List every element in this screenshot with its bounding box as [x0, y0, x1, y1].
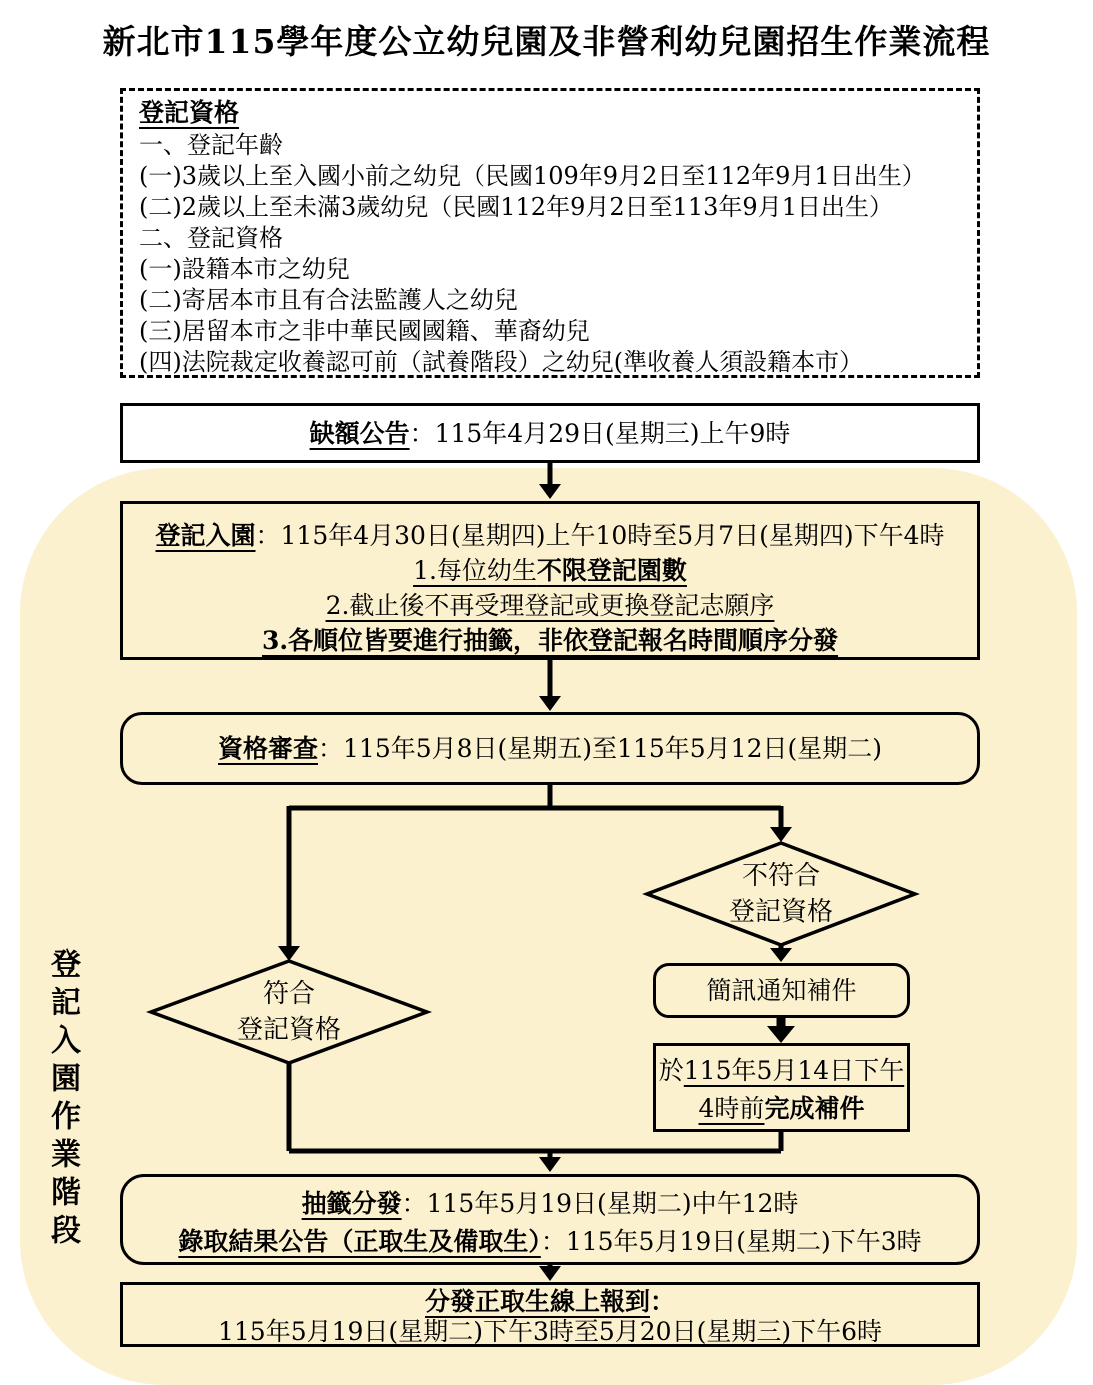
eligibility-line: 一、登記年齡: [139, 131, 283, 159]
lottery-text: ：115年5月19日(星期二)中午12時: [401, 1189, 799, 1218]
eligibility-heading: 登記資格: [139, 98, 240, 127]
diamond-not-qualified-label: 不符合 登記資格: [728, 861, 833, 927]
registration-note1: 1.每位幼生不限登記園數: [413, 556, 687, 585]
eligibility-line: (三)居留本市之非中華民國國籍、華裔幼兒: [139, 317, 590, 345]
lottery-label: 抽籤分發: [301, 1189, 402, 1218]
checkin-label: 分發正取生線上報到: [424, 1287, 650, 1316]
arrow-vacancy-to-registration: [539, 463, 561, 499]
supplement-prefix: 於: [658, 1056, 684, 1085]
vacancy-text: ：115年4月29日(星期三)上午9時: [409, 419, 791, 448]
page-title: 新北市115學年度公立幼兒園及非營利幼兒園招生作業流程: [102, 22, 991, 61]
review-text: ：115年5月8日(星期五)至115年5月12日(星期二): [318, 734, 882, 763]
sms-notify-box: [653, 963, 910, 1018]
registration-note3: 3.各順位皆要進行抽籤，非依登記報名時間順序分發: [261, 626, 839, 655]
result-label: 錄取結果公告（正取生及備取生）: [178, 1227, 541, 1256]
result-text: ：115年5月19日(星期二)下午3時: [540, 1227, 922, 1256]
checkin-text: 115年5月19日(星期二)下午3時至5月20日(星期三)下午6時: [218, 1317, 882, 1346]
supplement-time: 4時前: [698, 1094, 765, 1123]
checkin-colon: ：: [650, 1287, 676, 1316]
eligibility-line: (一)3歲以上至入國小前之幼兒（民國109年9月2日至112年9月1日出生）: [139, 162, 926, 190]
diamond-qualified-label: 符合 登記資格: [236, 979, 341, 1045]
registration-box: [120, 501, 980, 660]
registration-label: 登記入園: [155, 521, 256, 550]
eligibility-line: (四)法院裁定收養認可前（試養階段）之幼兒(準收養人須設籍本市）: [139, 348, 864, 376]
supplement-box: [653, 1043, 910, 1132]
eligibility-box: [120, 88, 980, 378]
arrow-registration-to-review: [539, 660, 561, 711]
registration-text: ：115年4月30日(星期四)上午10時至5月7日(星期四)下午4時: [255, 521, 945, 550]
review-label: 資格審查: [218, 734, 319, 763]
supplement-bold: 完成補件: [764, 1094, 865, 1123]
arrow-lottery-to-checkin: [539, 1265, 561, 1281]
eligibility-line: (二)2歲以上至未滿3歲幼兒（民國112年9月2日至113年9月1日出生）: [139, 193, 893, 221]
arrow-fail-to-sms: [770, 945, 792, 962]
supplement-date: 115年5月14日下午: [683, 1056, 905, 1085]
arrow-sms-to-supplement: [767, 1018, 795, 1043]
registration-note2: 2.截止後不再受理登記或更換登記志願序: [325, 591, 775, 620]
checkin-box: [120, 1282, 980, 1347]
lottery-box: [120, 1174, 980, 1265]
eligibility-line: 二、登記資格: [139, 224, 283, 252]
eligibility-line: (二)寄居本市且有合法監護人之幼兒: [139, 286, 518, 314]
sms-text: 簡訊通知補件: [706, 976, 857, 1005]
vacancy-label: 缺額公告: [309, 419, 410, 448]
eligibility-line: (一)設籍本市之幼兒: [139, 255, 350, 283]
stage-label: 登記入園作業階段: [45, 948, 80, 1252]
review-box: [120, 712, 980, 785]
vacancy-announcement-box: [120, 403, 980, 463]
